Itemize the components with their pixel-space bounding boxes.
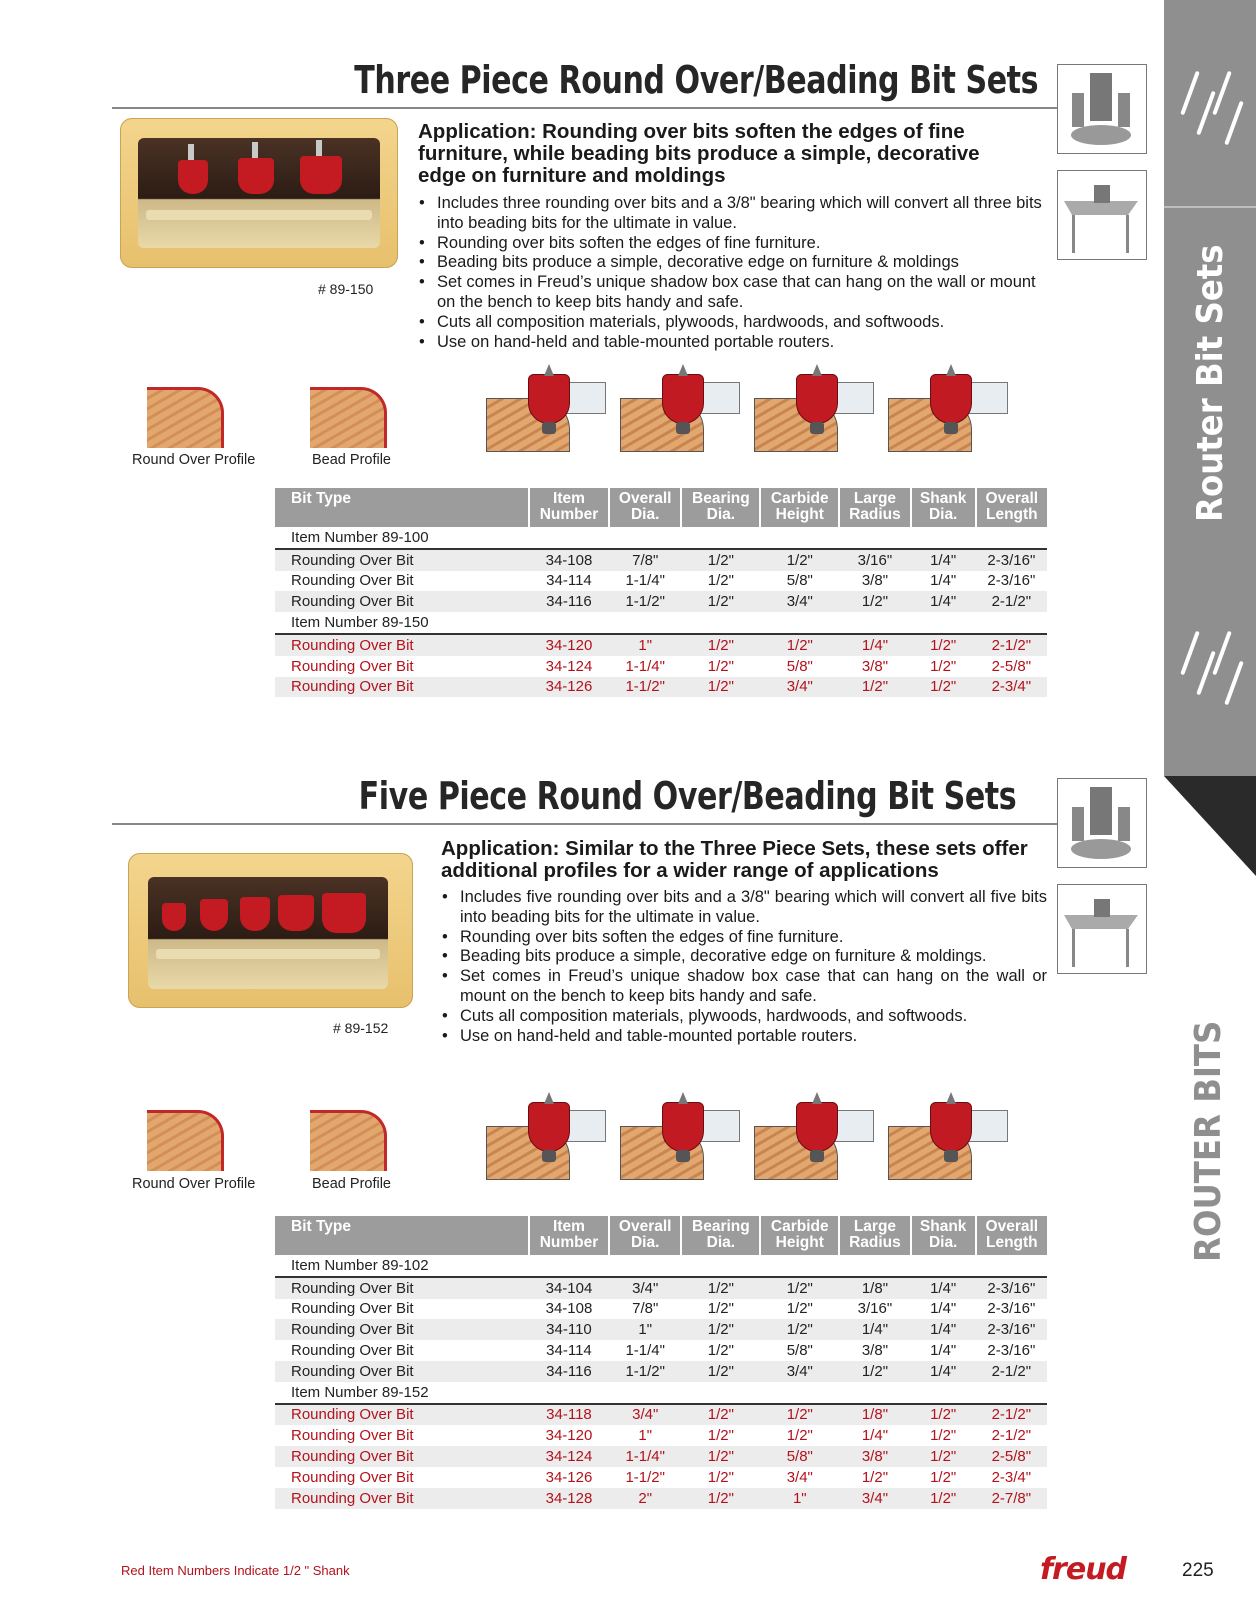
group-label: Item Number 89-150 bbox=[275, 612, 1047, 634]
feature-item: • Cuts all composition materials, plywoods, hardwoods, and softwoods. bbox=[418, 313, 1050, 333]
feature-item: • Cuts all composition materials, plywoods, hardwoods, and softwoods. bbox=[441, 1007, 1047, 1027]
title-rule bbox=[112, 107, 1058, 109]
group-label: Item Number 89-102 bbox=[275, 1255, 1047, 1277]
table-cell: 1/2" bbox=[707, 657, 734, 675]
table-cell: 1-1/2" bbox=[625, 1468, 665, 1486]
table-cell: 1/2" bbox=[760, 1404, 839, 1426]
column-header: Bit Type bbox=[275, 488, 529, 527]
table-cell: 1/4" bbox=[911, 591, 976, 612]
table-cell: 2-3/16" bbox=[976, 1277, 1047, 1299]
table-cell: 2-3/16" bbox=[976, 549, 1047, 571]
table-cell: 1/2" bbox=[681, 549, 760, 571]
group-row bbox=[275, 612, 1047, 634]
table-cell: 3/8" bbox=[861, 572, 889, 590]
table-cell: 7/8" bbox=[632, 1300, 659, 1318]
table-cell: 1" bbox=[609, 1319, 682, 1340]
column-header: Overall Length bbox=[976, 488, 1047, 527]
table-cell: 1-1/2" bbox=[609, 591, 682, 612]
table-cell: 3/16" bbox=[839, 549, 910, 571]
table-cell: 1/2" bbox=[911, 1488, 976, 1509]
bit-cut-illustration bbox=[620, 370, 740, 454]
table-cell: 1/2" bbox=[681, 1404, 760, 1426]
table-cell: 1/2" bbox=[681, 1319, 760, 1340]
router-bits-icon bbox=[1180, 620, 1240, 730]
table-cell: 1/4" bbox=[930, 1300, 957, 1318]
column-header: Bearing Dia. bbox=[681, 1216, 760, 1255]
table-cell: 1-1/4" bbox=[609, 1446, 682, 1467]
profile-caption: Round Over Profile bbox=[132, 1176, 256, 1192]
table-cell: 34-108 bbox=[529, 549, 609, 571]
profile-caption: Bead Profile bbox=[312, 452, 391, 468]
table-row bbox=[275, 677, 1047, 698]
bead-profile-image bbox=[310, 1110, 387, 1171]
round-over-profile-image bbox=[147, 1110, 224, 1171]
table-cell: 1/2" bbox=[861, 1468, 889, 1486]
plunge-router-icon bbox=[1057, 778, 1147, 868]
table-cell: 34-116 bbox=[529, 1361, 609, 1382]
table-cell: Rounding Over Bit bbox=[275, 1319, 529, 1340]
column-header: Bit Type bbox=[275, 1216, 529, 1255]
group-row bbox=[275, 1255, 1047, 1277]
table-cell: Rounding Over Bit bbox=[291, 1342, 414, 1360]
bit-cut-illustration bbox=[888, 370, 1008, 454]
table-cell: 2-7/8" bbox=[976, 1488, 1047, 1509]
table-cell: 1-1/4" bbox=[625, 657, 665, 675]
table-cell: Rounding Over Bit bbox=[275, 591, 529, 612]
column-header: Bearing Dia. bbox=[681, 488, 760, 527]
product-case-image bbox=[120, 118, 398, 268]
footer-note: Red Item Numbers Indicate 1/2 " Shank bbox=[121, 1563, 350, 1578]
router-table-icon bbox=[1057, 170, 1147, 260]
table-cell: Rounding Over Bit bbox=[275, 634, 529, 656]
column-header: Shank Dia. bbox=[911, 1216, 976, 1255]
table-cell: 1/2" bbox=[707, 1468, 734, 1486]
sidebar-tab-label: Router Bit Sets bbox=[1190, 244, 1231, 522]
table-cell: Rounding Over Bit bbox=[291, 1468, 414, 1486]
table-header-row bbox=[275, 1216, 1047, 1255]
table-cell: 2-1/2" bbox=[991, 1427, 1032, 1445]
profile-caption: Bead Profile bbox=[312, 1176, 391, 1192]
table-cell: 34-126 bbox=[529, 677, 609, 698]
feature-item: • Use on hand-held and table-mounted portable routers. bbox=[441, 1027, 1047, 1047]
table-cell: 1/2" bbox=[681, 1446, 760, 1467]
table-cell: 1/2" bbox=[911, 1446, 976, 1467]
table-cell: 34-114 bbox=[546, 1342, 592, 1360]
table-row bbox=[275, 1340, 1047, 1361]
table-cell: 3/4" bbox=[609, 1404, 682, 1426]
table-cell: 3/4" bbox=[760, 677, 839, 698]
bead-profile-image bbox=[310, 387, 387, 448]
table-cell: Rounding Over Bit bbox=[291, 657, 414, 675]
table-cell: 1/4" bbox=[930, 572, 957, 590]
table-cell: 5/8" bbox=[786, 1342, 813, 1360]
table-row bbox=[275, 1319, 1047, 1340]
table-cell: 2-3/4" bbox=[991, 1468, 1032, 1486]
spec-table bbox=[275, 488, 1047, 697]
feature-list bbox=[418, 194, 1050, 352]
table-cell: 1/8" bbox=[839, 1404, 910, 1426]
table-cell: 34-116 bbox=[529, 591, 609, 612]
table-cell: 2" bbox=[609, 1488, 682, 1509]
table-cell: 1/2" bbox=[911, 677, 976, 698]
table-cell: 3/4" bbox=[786, 1468, 813, 1486]
group-label: Item Number 89-152 bbox=[275, 1382, 1047, 1404]
table-cell: 34-126 bbox=[545, 1468, 593, 1486]
round-over-profile-image bbox=[147, 387, 224, 448]
table-cell: 2-5/8" bbox=[976, 1446, 1047, 1467]
sidebar-divider bbox=[1164, 206, 1256, 208]
table-row bbox=[275, 634, 1047, 656]
profile-caption: Round Over Profile bbox=[132, 452, 256, 468]
bit-cut-illustration bbox=[486, 370, 606, 454]
column-header: Carbide Height bbox=[760, 1216, 839, 1255]
bit-cut-illustration bbox=[754, 370, 874, 454]
table-cell: Rounding Over Bit bbox=[291, 572, 414, 590]
product-caption: # 89-152 bbox=[333, 1020, 389, 1036]
column-header: Shank Dia. bbox=[911, 488, 976, 527]
table-cell: 1-1/4" bbox=[625, 1342, 665, 1360]
table-row bbox=[275, 1446, 1047, 1467]
table-cell: 1" bbox=[609, 634, 682, 656]
table-cell: 2-5/8" bbox=[991, 657, 1032, 675]
table-row bbox=[275, 1404, 1047, 1426]
table-cell: 1/8" bbox=[839, 1277, 910, 1299]
feature-item: • Beading bits produce a simple, decorative edge on furniture & moldings. bbox=[441, 947, 1047, 967]
table-cell: Rounding Over Bit bbox=[275, 549, 529, 571]
table-cell: 5/8" bbox=[786, 657, 813, 675]
table-cell: 7/8" bbox=[609, 549, 682, 571]
bit-cut-illustration bbox=[486, 1098, 606, 1182]
feature-item: • Includes five rounding over bits and a 3/8" bearing which will convert all five bits into beading bits for the ultimate in value. bbox=[441, 888, 1047, 928]
table-cell: 3/4" bbox=[760, 1361, 839, 1382]
section-title: Three Piece Round Over/Beading Bit Sets bbox=[354, 58, 1038, 102]
column-header: Item Number bbox=[529, 1216, 609, 1255]
column-header: Large Radius bbox=[839, 488, 910, 527]
table-cell: 34-124 bbox=[529, 1446, 609, 1467]
table-cell: Rounding Over Bit bbox=[291, 1300, 414, 1318]
freud-logo: freud bbox=[1040, 1552, 1127, 1587]
table-cell: 2-3/4" bbox=[976, 677, 1047, 698]
column-header: Overall Dia. bbox=[609, 488, 682, 527]
table-cell: 2-3/16" bbox=[976, 1319, 1047, 1340]
table-cell: 2-1/2" bbox=[976, 634, 1047, 656]
table-cell: 1/2" bbox=[681, 677, 760, 698]
table-cell: Rounding Over Bit bbox=[275, 1446, 529, 1467]
table-cell: 2-3/16" bbox=[987, 1342, 1036, 1360]
router-bits-icon bbox=[1180, 60, 1240, 170]
feature-item: • Use on hand-held and table-mounted portable routers. bbox=[418, 333, 1050, 353]
table-cell: 1-1/2" bbox=[609, 1361, 682, 1382]
table-cell: 34-108 bbox=[545, 1300, 593, 1318]
feature-item: • Set comes in Freud’s unique shadow box case that can hang on the wall or mount on the bench to keep bits handy and safe. bbox=[418, 273, 1050, 313]
table-header-row bbox=[275, 488, 1047, 527]
table-cell: 34-120 bbox=[529, 634, 609, 656]
table-cell: 34-104 bbox=[529, 1277, 609, 1299]
table-cell: 1/2" bbox=[760, 1319, 839, 1340]
table-cell: Rounding Over Bit bbox=[275, 1404, 529, 1426]
table-cell: 1/4" bbox=[839, 634, 910, 656]
table-cell: 1/4" bbox=[861, 1427, 889, 1445]
sidebar-category-label: ROUTER BITS bbox=[1188, 1020, 1229, 1262]
table-cell: 1/2" bbox=[930, 1468, 957, 1486]
table-cell: 1/2" bbox=[760, 549, 839, 571]
table-cell: 1/4" bbox=[911, 1319, 976, 1340]
column-header: Item Number bbox=[529, 488, 609, 527]
table-row bbox=[275, 1299, 1047, 1320]
table-cell: 3/8" bbox=[839, 1446, 910, 1467]
bit-cut-illustration bbox=[754, 1098, 874, 1182]
feature-list bbox=[441, 888, 1047, 1046]
table-cell: 1/2" bbox=[930, 1427, 957, 1445]
table-cell: Rounding Over Bit bbox=[291, 1427, 414, 1445]
plunge-router-icon bbox=[1057, 64, 1147, 154]
router-table-icon bbox=[1057, 884, 1147, 974]
table-cell: 1/2" bbox=[681, 1488, 760, 1509]
table-cell: 2-1/2" bbox=[976, 591, 1047, 612]
table-cell: 1-1/4" bbox=[625, 572, 665, 590]
table-cell: 1/2" bbox=[707, 1427, 734, 1445]
table-cell: 3/8" bbox=[861, 1342, 889, 1360]
table-row bbox=[275, 1488, 1047, 1509]
table-cell: 1/4" bbox=[839, 1319, 910, 1340]
table-cell: 2-1/2" bbox=[976, 1361, 1047, 1382]
table-cell: 1/2" bbox=[707, 572, 734, 590]
table-cell: 3/4" bbox=[839, 1488, 910, 1509]
table-cell: 3/4" bbox=[609, 1277, 682, 1299]
application-heading: Application: Rounding over bits soften the edges of fine furniture, while beading bits produce a simple, decorative edge on furniture and moldings bbox=[418, 120, 980, 187]
table-cell: 2-3/16" bbox=[987, 1300, 1036, 1318]
bit-cut-illustration bbox=[888, 1098, 1008, 1182]
table-cell: 1/2" bbox=[681, 634, 760, 656]
table-cell: 34-110 bbox=[529, 1319, 609, 1340]
application-heading: Application: Similar to the Three Piece Sets, these sets offer additional profiles for a wider range of applications bbox=[441, 837, 1028, 882]
table-cell: 2-1/2" bbox=[976, 1404, 1047, 1426]
table-row bbox=[275, 1277, 1047, 1299]
table-cell: 1/2" bbox=[786, 1427, 813, 1445]
table-cell: 1/2" bbox=[839, 591, 910, 612]
table-cell: 1/2" bbox=[707, 1342, 734, 1360]
table-cell: 5/8" bbox=[786, 572, 813, 590]
product-case-image bbox=[128, 853, 413, 1008]
feature-item: • Set comes in Freud’s unique shadow box case that can hang on the wall or mount on the bench to keep bits handy and safe. bbox=[441, 967, 1047, 1007]
table-cell: 1/2" bbox=[681, 591, 760, 612]
table-cell: 1-1/2" bbox=[609, 677, 682, 698]
group-label: Item Number 89-100 bbox=[275, 527, 1047, 549]
section-title: Five Piece Round Over/Beading Bit Sets bbox=[358, 774, 1016, 818]
column-header: Overall Length bbox=[976, 1216, 1047, 1255]
table-cell: Rounding Over Bit bbox=[275, 1277, 529, 1299]
feature-item: • Rounding over bits soften the edges of fine furniture. bbox=[418, 234, 1050, 254]
table-row bbox=[275, 1361, 1047, 1382]
table-cell: 1/4" bbox=[911, 1277, 976, 1299]
table-cell: 1/4" bbox=[911, 549, 976, 571]
table-cell: Rounding Over Bit bbox=[275, 677, 529, 698]
table-cell: 1/2" bbox=[786, 1300, 813, 1318]
table-cell: 34-120 bbox=[545, 1427, 593, 1445]
table-cell: Rounding Over Bit bbox=[275, 1488, 529, 1509]
spec-table bbox=[275, 1216, 1047, 1509]
table-row bbox=[275, 1467, 1047, 1488]
column-header: Large Radius bbox=[839, 1216, 910, 1255]
product-caption: # 89-150 bbox=[318, 281, 374, 297]
table-cell: 1/2" bbox=[760, 634, 839, 656]
table-row bbox=[275, 591, 1047, 612]
column-header: Carbide Height bbox=[760, 488, 839, 527]
table-cell: 2-3/16" bbox=[987, 572, 1036, 590]
table-cell: 34-118 bbox=[529, 1404, 609, 1426]
table-cell: 3/4" bbox=[760, 591, 839, 612]
group-row bbox=[275, 1382, 1047, 1404]
table-cell: 1/2" bbox=[839, 677, 910, 698]
table-row bbox=[275, 571, 1047, 592]
table-cell: 1/2" bbox=[681, 1361, 760, 1382]
table-cell: 34-128 bbox=[529, 1488, 609, 1509]
table-cell: 1/2" bbox=[760, 1277, 839, 1299]
feature-item: • Beading bits produce a simple, decorative edge on furniture & moldings bbox=[418, 253, 1050, 273]
table-cell: 3/8" bbox=[861, 657, 889, 675]
table-cell: 5/8" bbox=[760, 1446, 839, 1467]
table-cell: 1" bbox=[638, 1427, 653, 1445]
table-cell: 1/4" bbox=[930, 1342, 957, 1360]
table-cell: 1/4" bbox=[911, 1361, 976, 1382]
table-cell: 1/2" bbox=[911, 1404, 976, 1426]
table-row bbox=[275, 656, 1047, 677]
table-cell: 1/2" bbox=[707, 1300, 734, 1318]
title-rule bbox=[112, 823, 1058, 825]
table-cell: 1/2" bbox=[930, 657, 957, 675]
table-cell: 3/16" bbox=[857, 1300, 893, 1318]
column-header: Overall Dia. bbox=[609, 1216, 682, 1255]
table-row bbox=[275, 549, 1047, 571]
table-cell: 1/2" bbox=[839, 1361, 910, 1382]
feature-item: • Includes three rounding over bits and a 3/8" bearing which will convert all three bits into beading bits for the ultimate in value. bbox=[418, 194, 1050, 234]
page-number: 225 bbox=[1182, 1560, 1214, 1581]
table-cell: 1" bbox=[760, 1488, 839, 1509]
table-cell: 34-124 bbox=[545, 657, 593, 675]
group-row bbox=[275, 527, 1047, 549]
bit-cut-illustration bbox=[620, 1098, 740, 1182]
table-cell: 34-114 bbox=[546, 572, 592, 590]
table-cell: 1/2" bbox=[681, 1277, 760, 1299]
table-cell: Rounding Over Bit bbox=[275, 1361, 529, 1382]
feature-item: • Rounding over bits soften the edges of fine furniture. bbox=[441, 928, 1047, 948]
table-cell: 1/2" bbox=[911, 634, 976, 656]
table-row bbox=[275, 1425, 1047, 1446]
